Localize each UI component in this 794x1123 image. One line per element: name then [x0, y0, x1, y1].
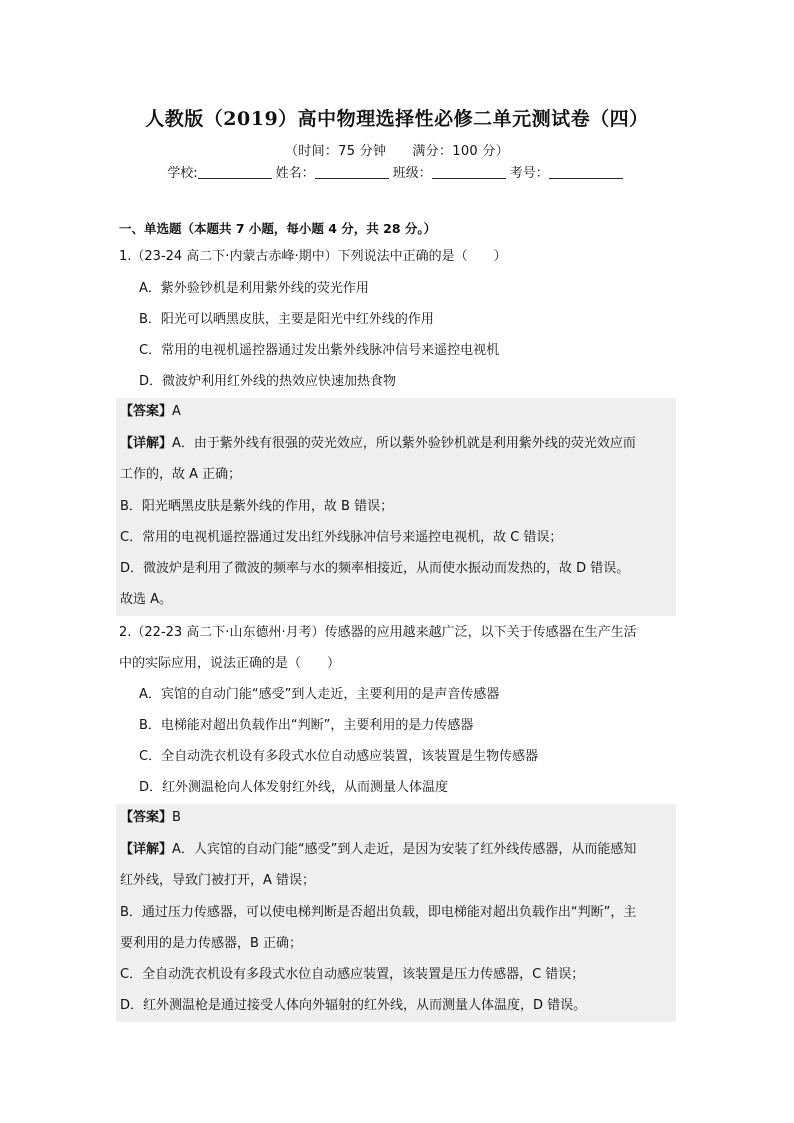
question-2-detail-line: C．全自动洗衣机设有多段式水位自动感应装置，该装置是压力传感器，C 错误； [120, 967, 585, 982]
class-label: 班级： [392, 166, 432, 181]
question-2-stem: 中的实际应用，说法正确的是（ ） [119, 656, 341, 671]
question-2-detail-line [120, 841, 636, 859]
question-2-answer-block [116, 804, 676, 1022]
school-field[interactable] [198, 165, 272, 179]
school-label: 学校: [167, 166, 198, 181]
exam-no-label: 考号： [509, 166, 549, 181]
question-1-detail-line: D．微波炉是利用了微波的频率与水的频率相接近，从而使水振动而发热的，故 D 错误。 [120, 561, 630, 576]
exam-no-field[interactable] [549, 165, 623, 179]
question-2-option-d: D．红外测温枪向人体发射红外线，从而测量人体温度 [139, 780, 449, 795]
question-1-detail-line: 工作的，故 A 正确； [120, 467, 242, 482]
student-info-line [0, 162, 794, 181]
name-field[interactable] [315, 165, 389, 179]
class-field[interactable] [432, 165, 506, 179]
question-2-detail-line: D．红外测温枪是通过接受人体向外辐射的红外线，从而测量人体温度，D 错误。 [120, 998, 587, 1013]
question-1-option-d: D．微波炉利用红外线的热效应快速加热食物 [139, 374, 397, 389]
detail-label: 【详解】 [120, 436, 173, 451]
question-1-detail-line [120, 435, 636, 453]
question-1-option-b: B．阳光可以晒黑皮肤，主要是阳光中红外线的作用 [139, 312, 434, 327]
exam-meta [0, 140, 794, 159]
time-text: （时间：75 分钟 [284, 144, 387, 159]
detail-text: A．由于紫外线有很强的荧光效应，所以紫外验钞机就是利用紫外线的荧光效应而 [172, 436, 636, 451]
question-2-detail-line: 要利用的是力传感器，B 正确； [120, 936, 303, 951]
page-title: 人教版（2019）高中物理选择性必修二单元测试卷（四） [145, 108, 649, 130]
question-1-detail-line: C．常用的电视机遥控器通过发出红外线脉冲信号来遥控电视机，故 C 错误； [120, 530, 563, 545]
question-1-answer [120, 403, 181, 421]
question-1-stem: 1.（23-24 高二下·内蒙古赤峰·期中）下列说法中正确的是（ ） [119, 249, 507, 264]
question-1-detail-line: B．阳光晒黑皮肤是紫外线的作用，故 B 错误； [120, 499, 394, 514]
question-1-answer-block [116, 398, 676, 616]
detail-label: 【详解】 [120, 842, 173, 857]
name-label: 姓名： [275, 166, 315, 181]
question-1-option-a: A．紫外验钞机是利用紫外线的荧光作用 [139, 281, 369, 296]
score-text: 满分：100 分） [412, 144, 510, 159]
section-title: 一、单选题（本题共 7 小题，每小题 4 分，共 28 分。） [119, 221, 437, 236]
question-2-option-a: A．宾馆的自动门能“感受”到人走近，主要利用的是声音传感器 [139, 687, 500, 702]
question-2-detail-line: 红外线，导致门被打开，A 错误； [120, 873, 316, 888]
question-2-answer [120, 809, 181, 827]
question-2-detail-line: B．通过压力传感器，可以使电梯判断是否超出负载，即电梯能对超出负载作出“判断”，主 [120, 905, 637, 920]
question-2-option-c: C．全自动洗衣机设有多段式水位自动感应装置，该装置是生物传感器 [139, 749, 539, 764]
question-1-detail-line: 故选 A。 [120, 592, 173, 607]
question-2-stem: 2.（22-23 高二下·山东德州·月考）传感器的应用越来越广泛，以下关于传感器在生产生活 [119, 625, 637, 640]
answer-value: B [172, 810, 181, 825]
answer-value: A [172, 404, 181, 419]
detail-text: A．人宾馆的自动门能“感受”到人走近，是因为安装了红外线传感器，从而能感知 [172, 842, 637, 857]
question-1-option-c: C．常用的电视机遥控器通过发出紫外线脉冲信号来遥控电视机 [139, 343, 500, 358]
answer-label: 【答案】 [120, 810, 173, 825]
question-2-option-b: B．电梯能对超出负载作出“判断”，主要利用的是力传感器 [139, 718, 474, 733]
answer-label: 【答案】 [120, 404, 173, 419]
